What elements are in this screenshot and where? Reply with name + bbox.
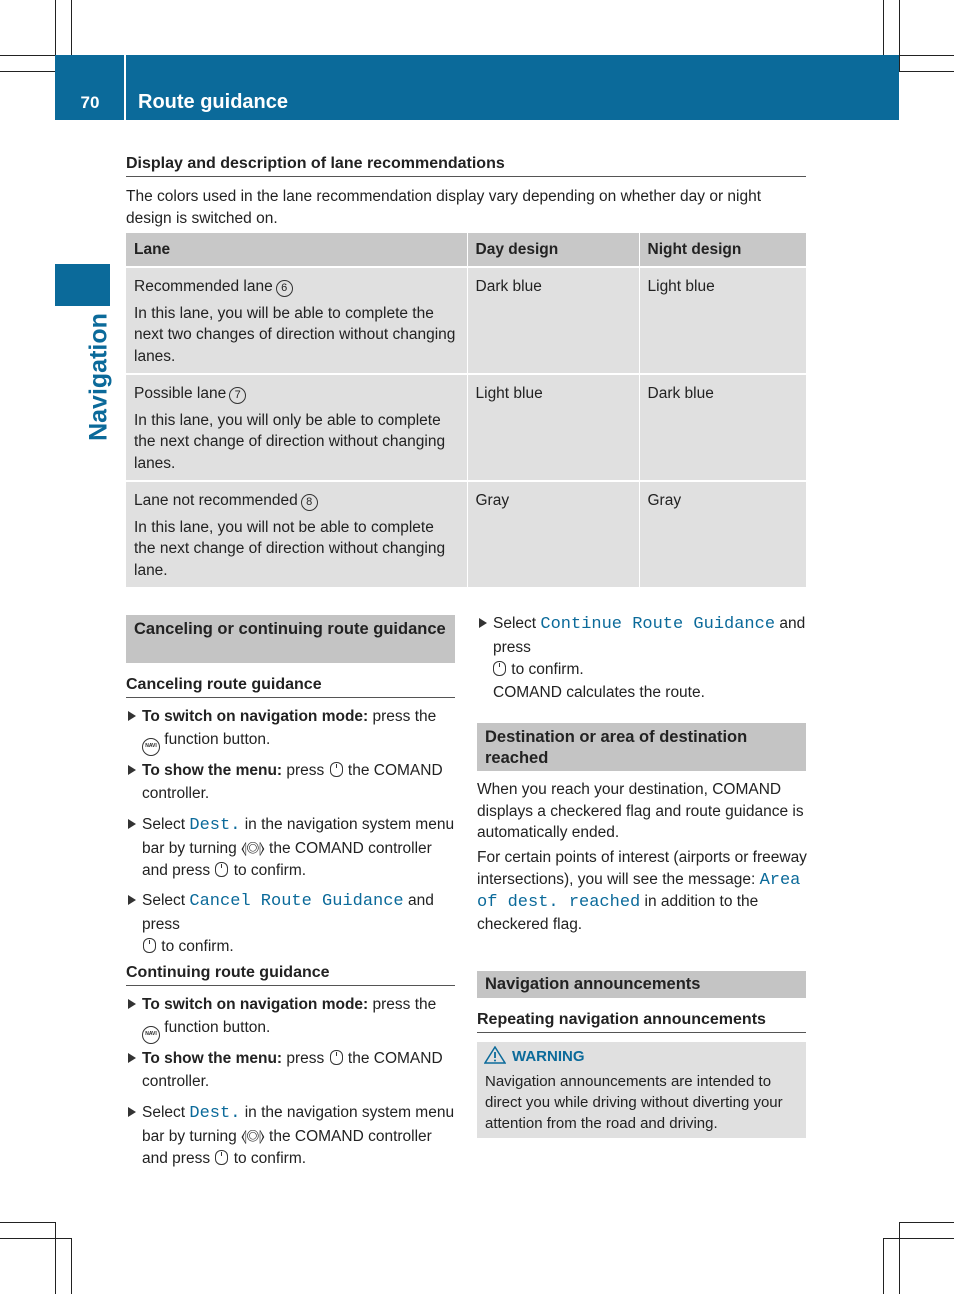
section-heading-announcements: Navigation announcements	[477, 971, 806, 998]
day-design-cell: Gray	[467, 481, 639, 587]
page-number: 70	[80, 93, 100, 112]
crop-mark	[71, 0, 72, 56]
crop-mark	[55, 1222, 56, 1294]
table-row	[126, 267, 806, 374]
destination-paragraph-2: For certain points of interest (airports or freeway intersections), you will see the message: Area of dest. reached in addition to the checkered flag.	[477, 849, 807, 933]
crop-mark	[0, 55, 56, 56]
column-header-lane: Lane	[126, 233, 467, 267]
message-area-of-dest-reached: Area of dest. reached	[477, 870, 801, 912]
page-title: Route guidance	[138, 91, 289, 113]
step-arrow-icon	[128, 819, 136, 829]
crop-mark	[899, 0, 900, 72]
warning-icon	[484, 1046, 506, 1064]
menu-item-dest: Dest.	[189, 816, 241, 835]
step-arrow-icon	[128, 895, 136, 905]
press-controller-icon	[143, 938, 156, 953]
crop-mark	[0, 1222, 56, 1223]
press-controller-icon	[330, 1050, 343, 1065]
subheading-canceling: Canceling route guidance	[126, 676, 455, 698]
table-row	[126, 374, 806, 481]
press-controller-icon	[493, 661, 506, 676]
press-controller-icon	[215, 862, 228, 877]
subheading-continuing: Continuing route guidance	[126, 964, 455, 986]
subheading-repeating: Repeating navigation announcements	[477, 1011, 806, 1033]
lane-cell	[126, 374, 467, 481]
navi-button-icon: NAVI	[142, 738, 160, 756]
menu-item-continue-route-guidance: Continue Route Guidance	[540, 615, 776, 634]
night-design-cell: Gray	[639, 481, 806, 587]
warning-text: Navigation announcements are intended to direct you while driving without diverting your attention from the road and driving.	[485, 1073, 783, 1132]
step-arrow-icon	[128, 1053, 136, 1063]
turn-controller-icon: ⦉◎⦊	[241, 839, 265, 857]
day-design-cell: Dark blue	[467, 267, 639, 374]
marker-badge: 8	[301, 494, 318, 511]
night-design-cell: Light blue	[639, 267, 806, 374]
step-select-cancel: Select Cancel Route Guidance and press to confirm.	[126, 890, 458, 959]
step-show-menu: To show the menu: press the COMAND controller.	[126, 760, 458, 805]
marker-badge: 6	[276, 280, 293, 297]
table-header-row	[126, 233, 806, 267]
section-heading-cancel-continue: Canceling or continuing route guidance	[126, 615, 455, 663]
lane-description: In this lane, you will be able to complete the next two changes of direction without changing lanes.	[134, 304, 456, 365]
step-continue-route: Select Continue Route Guidance and press to confirm. COMAND calculates the route.	[477, 613, 807, 704]
step-arrow-icon	[479, 618, 487, 628]
step-arrow-icon	[128, 711, 136, 721]
step-select-dest: Select Dest. in the navigation system menu bar by turning ⦉◎⦊ the COMAND controller and press to confirm.	[126, 814, 458, 883]
lane-section-title: Display and description of lane recommendations	[126, 155, 806, 177]
step-arrow-icon	[128, 999, 136, 1009]
side-tab-marker	[55, 264, 110, 306]
crop-mark	[0, 71, 56, 72]
menu-item-dest: Dest.	[189, 1104, 241, 1123]
press-controller-icon	[215, 1150, 228, 1165]
day-design-cell: Light blue	[467, 374, 639, 481]
lane-name: Recommended lane	[134, 278, 273, 295]
step-arrow-icon	[128, 1107, 136, 1117]
header-divider	[124, 55, 126, 120]
crop-mark	[0, 1238, 72, 1239]
crop-mark	[899, 1222, 954, 1223]
warning-label: WARNING	[484, 1046, 585, 1065]
marker-badge: 7	[229, 387, 246, 404]
lane-cell	[126, 267, 467, 374]
crop-mark	[883, 1238, 884, 1294]
crop-mark	[899, 71, 954, 72]
step-select-dest: Select Dest. in the navigation system menu bar by turning ⦉◎⦊ the COMAND controller and press to confirm.	[126, 1102, 458, 1171]
lane-name: Possible lane	[134, 385, 227, 402]
crop-mark	[899, 55, 954, 56]
night-design-cell: Dark blue	[639, 374, 806, 481]
step-show-menu: To show the menu: press the COMAND controller.	[126, 1048, 458, 1093]
turn-controller-icon: ⦉◎⦊	[241, 1127, 265, 1145]
side-tab-label: Navigation	[84, 313, 113, 441]
crop-mark	[899, 1222, 900, 1294]
lane-description: In this lane, you will not be able to complete the next change of direction without changing lane.	[134, 518, 446, 579]
lane-table	[126, 233, 806, 587]
lane-name: Lane not recommended	[134, 492, 298, 509]
column-header-day: Day design	[467, 233, 639, 267]
step-arrow-icon	[128, 765, 136, 775]
section-heading-destination: Destination or area of destination reached	[477, 723, 806, 771]
lane-cell	[126, 481, 467, 587]
crop-mark	[883, 0, 884, 56]
step-nav-mode: To switch on navigation mode: press the NAVI function button.	[126, 706, 458, 756]
step-nav-mode: To switch on navigation mode: press the NAVI function button.	[126, 994, 458, 1044]
destination-paragraph-1: When you reach your destination, COMAND displays a checkered flag and route guidance is automatically ended.	[477, 781, 804, 841]
column-header-night: Night design	[639, 233, 806, 267]
table-row	[126, 481, 806, 587]
lane-section-intro: The colors used in the lane recommendation display vary depending on whether day or night design is switched on.	[126, 188, 762, 227]
navi-button-icon: NAVI	[142, 1026, 160, 1044]
crop-mark	[883, 1238, 954, 1239]
lane-description: In this lane, you will only be able to complete the next change of direction without changing lanes.	[134, 411, 446, 472]
step-result: COMAND calculates the route.	[493, 683, 705, 701]
press-controller-icon	[330, 762, 343, 777]
menu-item-cancel-route-guidance: Cancel Route Guidance	[189, 892, 404, 911]
crop-mark	[71, 1238, 72, 1294]
